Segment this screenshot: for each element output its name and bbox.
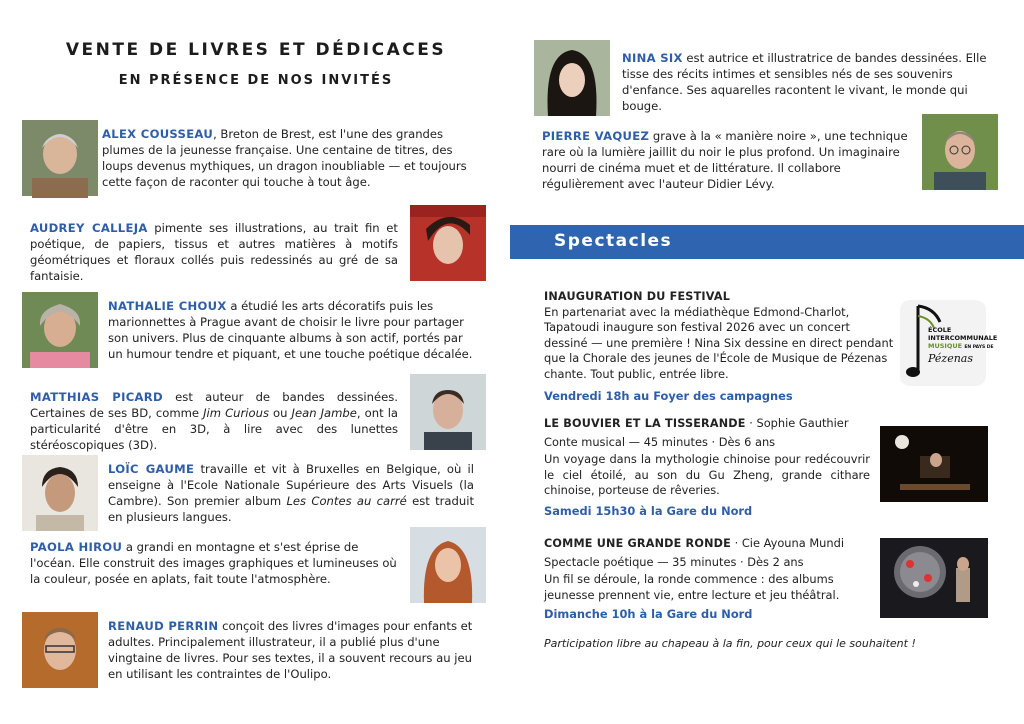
event-schedule: Vendredi 18h au Foyer des campagnes (544, 388, 793, 403)
event-title: INAUGURATION DU FESTIVAL (544, 290, 731, 303)
event-title: LE BOUVIER ET LA TISSERANDE (544, 417, 746, 430)
section-title: VENTE DE LIVRES ET DÉDICACES (65, 40, 447, 60)
guest-bio-matthias-picard: MATTHIAS PICARD est auteur de bandes dessinées. Certaines de ses BD, comme Jim Curious ou Jean Jambe, ont la particularité d'être en 3D, à lire avec des lunettes stéréoscopiques (3D). (30, 390, 399, 452)
avatar-matthias-picard (410, 374, 486, 450)
avatar-pierre-vaquez (922, 114, 998, 190)
guest-bio-audrey-calleja: AUDREY CALLEJA pimente ses illustrations, au trait fin et poétique, de papiers, tissus et autres matières à motifs géométriques et floraux collés puis redessinés au gré de sa fantaisie. (30, 221, 398, 283)
guest-bio-alex-cousseau: ALEX COUSSEAU, Breton de Brest, est l'une des grandes plumes de la jeunesse française. Une centaine de titres, des loups devenus mythiques, un dragon inoubliable — et toujours cette façon de raconter qui touche à tout âge. (102, 127, 467, 189)
event-schedule: Dimanche 10h à la Gare du Nord (544, 607, 753, 622)
avatar-paola-hirou (410, 527, 486, 603)
section-subtitle: EN PRÉSENCE DE NOS INVITÉS (118, 73, 394, 88)
guest-name: NATHALIE CHOUX (108, 299, 227, 313)
guest-name: RENAUD PERRIN (108, 619, 219, 633)
event-description: Un fil se déroule, la ronde commence : des albums jeunesse prennent vie, entre lecture et jeu théâtral. (544, 572, 840, 602)
event-format: Spectacle poétique — 35 minutes · Dès 2 ans (544, 554, 804, 569)
avatar-nina-six (534, 40, 610, 116)
footnote: Participation libre au chapeau à la fin, pour ceux qui le souhaitent ! (544, 637, 916, 650)
spectacles-banner (510, 225, 1024, 259)
event-description: Un voyage dans la mythologie chinoise pour redécouvrir le ciel étoilé, au son du Gu Zheng, grande cithare chinoise, porteuse de rêveries. (544, 452, 870, 498)
avatar-renaud-perrin (22, 612, 98, 688)
event-description: En partenariat avec la médiathèque Edmond-Charlot, Tapatoudi inaugure son festival 2026 avec un concert dessiné — une première ! Nina Six dessine en direct pendant que la Chorale des jeunes de l'École de Musique de Pézenas chante. Tout public, entrée libre. (544, 304, 894, 381)
guest-name: PAOLA HIROU (30, 540, 123, 554)
guest-bio-loic-gaume: LOÏC GAUME travaille et vit à Bruxelles en Belgique, où il enseigne à l'Ecole Nationale Supérieure des Arts Visuels (la Cambre). Son premier album Les Contes au carré est traduit en plusieurs langues. (108, 462, 475, 524)
event-title: COMME UNE GRANDE RONDE (544, 537, 731, 550)
guest-bio-nina-six: NINA SIX est autrice et illustratrice de bandes dessinées. Elle tisse des récits intimes et sensibles nés de ses souvenirs d'enfance. Ses aquarelles racontent le vivant, le monde qui bouge. (622, 51, 987, 113)
event-inauguration (544, 289, 894, 404)
avatar-audrey-calleja (410, 205, 486, 281)
guest-bio-renaud-perrin: RENAUD PERRIN conçoit des livres d'images pour enfants et adultes. Principalement illustrateur, il a publié plus d'une vingtaine de livres. Pour ses textes, il a souvent recours au jeu en utilisant les contraintes de l'Oulipo. (108, 619, 473, 681)
guest-name: MATTHIAS PICARD (30, 390, 163, 404)
guest-bio-paola-hirou: PAOLA HIROU a grandi en montagne et s'est éprise de l'océan. Elle construit des images graphiques et lumineuses où la couleur, posée en aplats, fait toute l'atmosphère. (30, 540, 397, 586)
photo-bouvier-tisserande (880, 426, 988, 502)
event-grande-ronde: COMME UNE GRANDE RONDE · Cie Ayouna Mundi Spectacle poétique — 35 minutes · Dès 2 ans Un fil se déroule, la ronde commence : des albums jeunesse prennent vie, entre lecture et jeu théâtral. Dimanche 10h à la Gare du Nord (544, 536, 874, 623)
guest-name: PIERRE VAQUEZ (542, 129, 650, 143)
guest-name: LOÏC GAUME (108, 462, 195, 476)
avatar-loic-gaume (22, 455, 98, 531)
event-bouvier-tisserande: LE BOUVIER ET LA TISSERANDE · Sophie Gauthier Conte musical — 45 minutes · Dès 6 ans Un voyage dans la mythologie chinoise pour redécouvrir le ciel étoilé, au son du Gu Zheng, grande cithare chinoise, porteuse de rêveries. Samedi 15h30 à la Gare du Nord (544, 416, 870, 518)
logo-text: ÉCOLE INTERCOMMUNALE MUSIQUE EN PAYS DE Pézenas (928, 326, 998, 365)
event-format: Conte musical — 45 minutes · Dès 6 ans (544, 434, 776, 449)
guest-bio-pierre-vaquez: PIERRE VAQUEZ grave à la « manière noire », une technique rare où la lumière jaillit du noir le plus profond. Un imaginaire nourri de cinéma muet et de littérature. Il collabore régulièrement avec l'auteur Didier Lévy. (542, 129, 908, 191)
guest-name: ALEX COUSSEAU (102, 127, 214, 141)
guest-name: NINA SIX (622, 51, 683, 65)
music-school-logo (900, 300, 998, 386)
avatar-nathalie-choux (22, 292, 98, 368)
guest-name: AUDREY CALLEJA (30, 221, 148, 235)
avatar-alex-cousseau (22, 120, 98, 196)
event-schedule: Samedi 15h30 à la Gare du Nord (544, 503, 753, 518)
guest-bio-nathalie-choux: NATHALIE CHOUX a étudié les arts décoratifs puis les marionnettes à Prague avant de choisir le livre pour partager son univers. Plus de cinquante albums à son actif, portés par un humour tendre et piquant, et une touche poétique décalée. (108, 299, 473, 361)
spectacles-heading: Spectacles (554, 231, 673, 251)
photo-grande-ronde (880, 538, 988, 618)
